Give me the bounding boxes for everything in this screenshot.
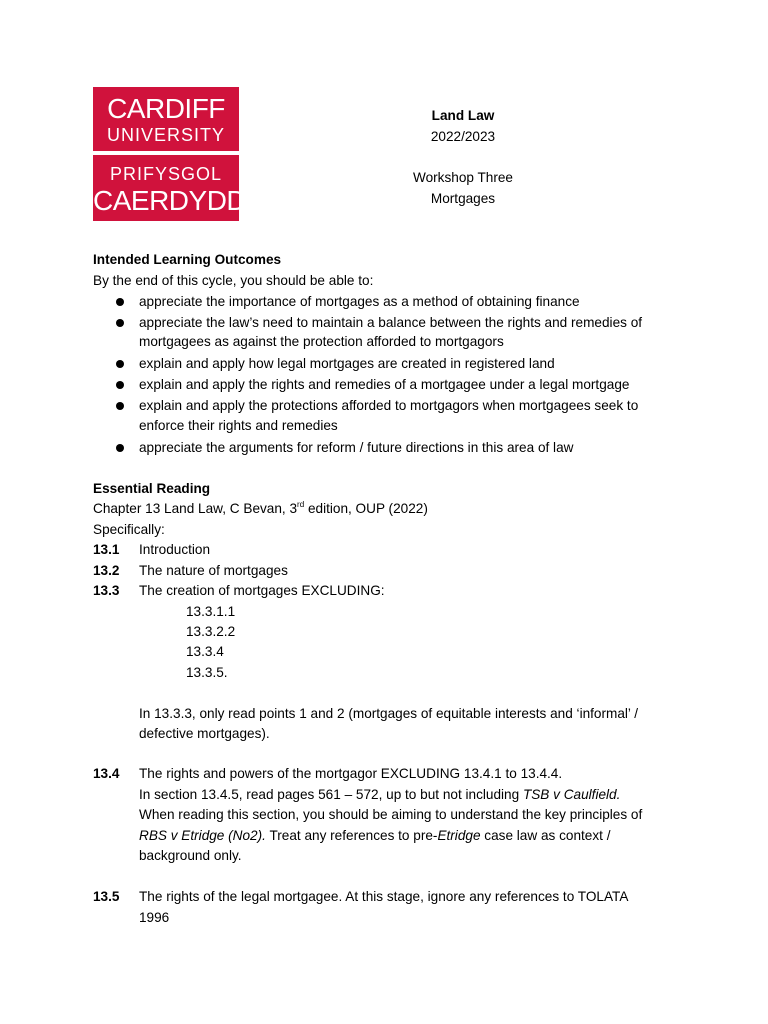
reading-specifically: Specifically: xyxy=(93,522,165,537)
bullet-icon xyxy=(116,360,124,368)
section-number: 13.1 xyxy=(93,542,120,557)
logo-text-university: UNIVERSITY xyxy=(106,125,226,145)
list-item: appreciate the arguments for reform / future directions in this area of law xyxy=(139,440,574,455)
list-item: explain and apply how legal mortgages are created in registered land xyxy=(139,356,555,371)
logo-text-cardiff: CARDIFF xyxy=(107,93,225,124)
case-name: TSB v Caulfield. xyxy=(522,787,621,802)
list-item-continued: mortgagees as against the protection afforded to mortgagors xyxy=(139,334,504,349)
excluded-subsection: 13.3.2.2 xyxy=(186,624,236,639)
bullet-icon xyxy=(116,444,124,452)
excluded-subsection: 13.3.5. xyxy=(186,665,228,680)
reading-book-text: Chapter 13 Land Law, C Bevan, 3 xyxy=(93,501,298,516)
outcomes-intro: By the end of this cycle, you should be able to: xyxy=(93,273,374,288)
case-name: RBS v Etridge (No2). xyxy=(139,828,266,843)
note-13-3-continued: defective mortgages). xyxy=(139,726,270,741)
section-13-5-line: 1996 xyxy=(139,910,170,925)
section-13-4-line: The rights and powers of the mortgagor EXCLUDING 13.4.1 to 13.4.4. xyxy=(139,766,563,781)
section-13-4-line: background only. xyxy=(139,848,242,863)
section-title: The creation of mortgages EXCLUDING: xyxy=(139,583,385,598)
reading-book xyxy=(93,500,428,518)
section-title: The nature of mortgages xyxy=(139,563,288,578)
section-13-4-text: case law as context / xyxy=(480,828,611,843)
academic-year: 2022/2023 xyxy=(430,129,496,144)
list-item: appreciate the importance of mortgages as a method of obtaining finance xyxy=(139,294,580,309)
logo-text-prifysgol: PRIFYSGOL xyxy=(109,164,223,184)
section-13-4-line xyxy=(139,786,620,804)
list-item: appreciate the law’s need to maintain a balance between the rights and remedies of xyxy=(139,315,643,330)
cardiff-university-logo-bottom xyxy=(93,155,247,221)
bullet-icon xyxy=(116,381,124,389)
section-number: 13.5 xyxy=(93,889,120,904)
note-13-3: In 13.3.3, only read points 1 and 2 (mortgages of equitable interests and ‘informal’ / xyxy=(139,706,638,721)
bullet-icon xyxy=(116,402,124,410)
bullet-icon xyxy=(116,319,124,327)
section-13-4-text: Treat any references to pre- xyxy=(265,828,438,843)
reading-book-text-end: edition, OUP (2022) xyxy=(304,501,428,516)
cardiff-university-logo-top xyxy=(93,87,239,151)
list-item: explain and apply the protections afforded to mortgagors when mortgagees seek to xyxy=(139,398,639,413)
logo-text-caerdydd: CAERDYDD xyxy=(93,185,247,216)
bullet-icon xyxy=(116,298,124,306)
section-number: 13.3 xyxy=(93,583,120,598)
section-number: 13.4 xyxy=(93,766,120,781)
outcomes-heading: Intended Learning Outcomes xyxy=(93,252,282,267)
section-13-5-line: The rights of the legal mortgagee. At this stage, ignore any references to TOLATA xyxy=(139,889,629,904)
list-item: explain and apply the rights and remedies of a mortgagee under a legal mortgage xyxy=(139,377,630,392)
excluded-subsection: 13.3.1.1 xyxy=(186,604,236,619)
section-13-4-line: When reading this section, you should be aiming to understand the key principles of xyxy=(139,807,643,822)
list-item-continued: enforce their rights and remedies xyxy=(139,418,338,433)
workshop-title: Workshop Three xyxy=(413,170,513,185)
section-13-4-text: In section 13.4.5, read pages 561 – 572, up to but not including xyxy=(139,787,523,802)
excluded-subsection: 13.3.4 xyxy=(186,644,224,659)
course-title: Land Law xyxy=(431,108,495,123)
section-title: Introduction xyxy=(139,542,211,557)
section-number: 13.2 xyxy=(93,563,120,578)
workshop-topic: Mortgages xyxy=(430,191,496,206)
section-13-4-line xyxy=(139,827,610,845)
case-name: Etridge xyxy=(437,828,481,843)
reading-book-sup: rd xyxy=(297,500,305,509)
reading-heading: Essential Reading xyxy=(93,481,211,496)
